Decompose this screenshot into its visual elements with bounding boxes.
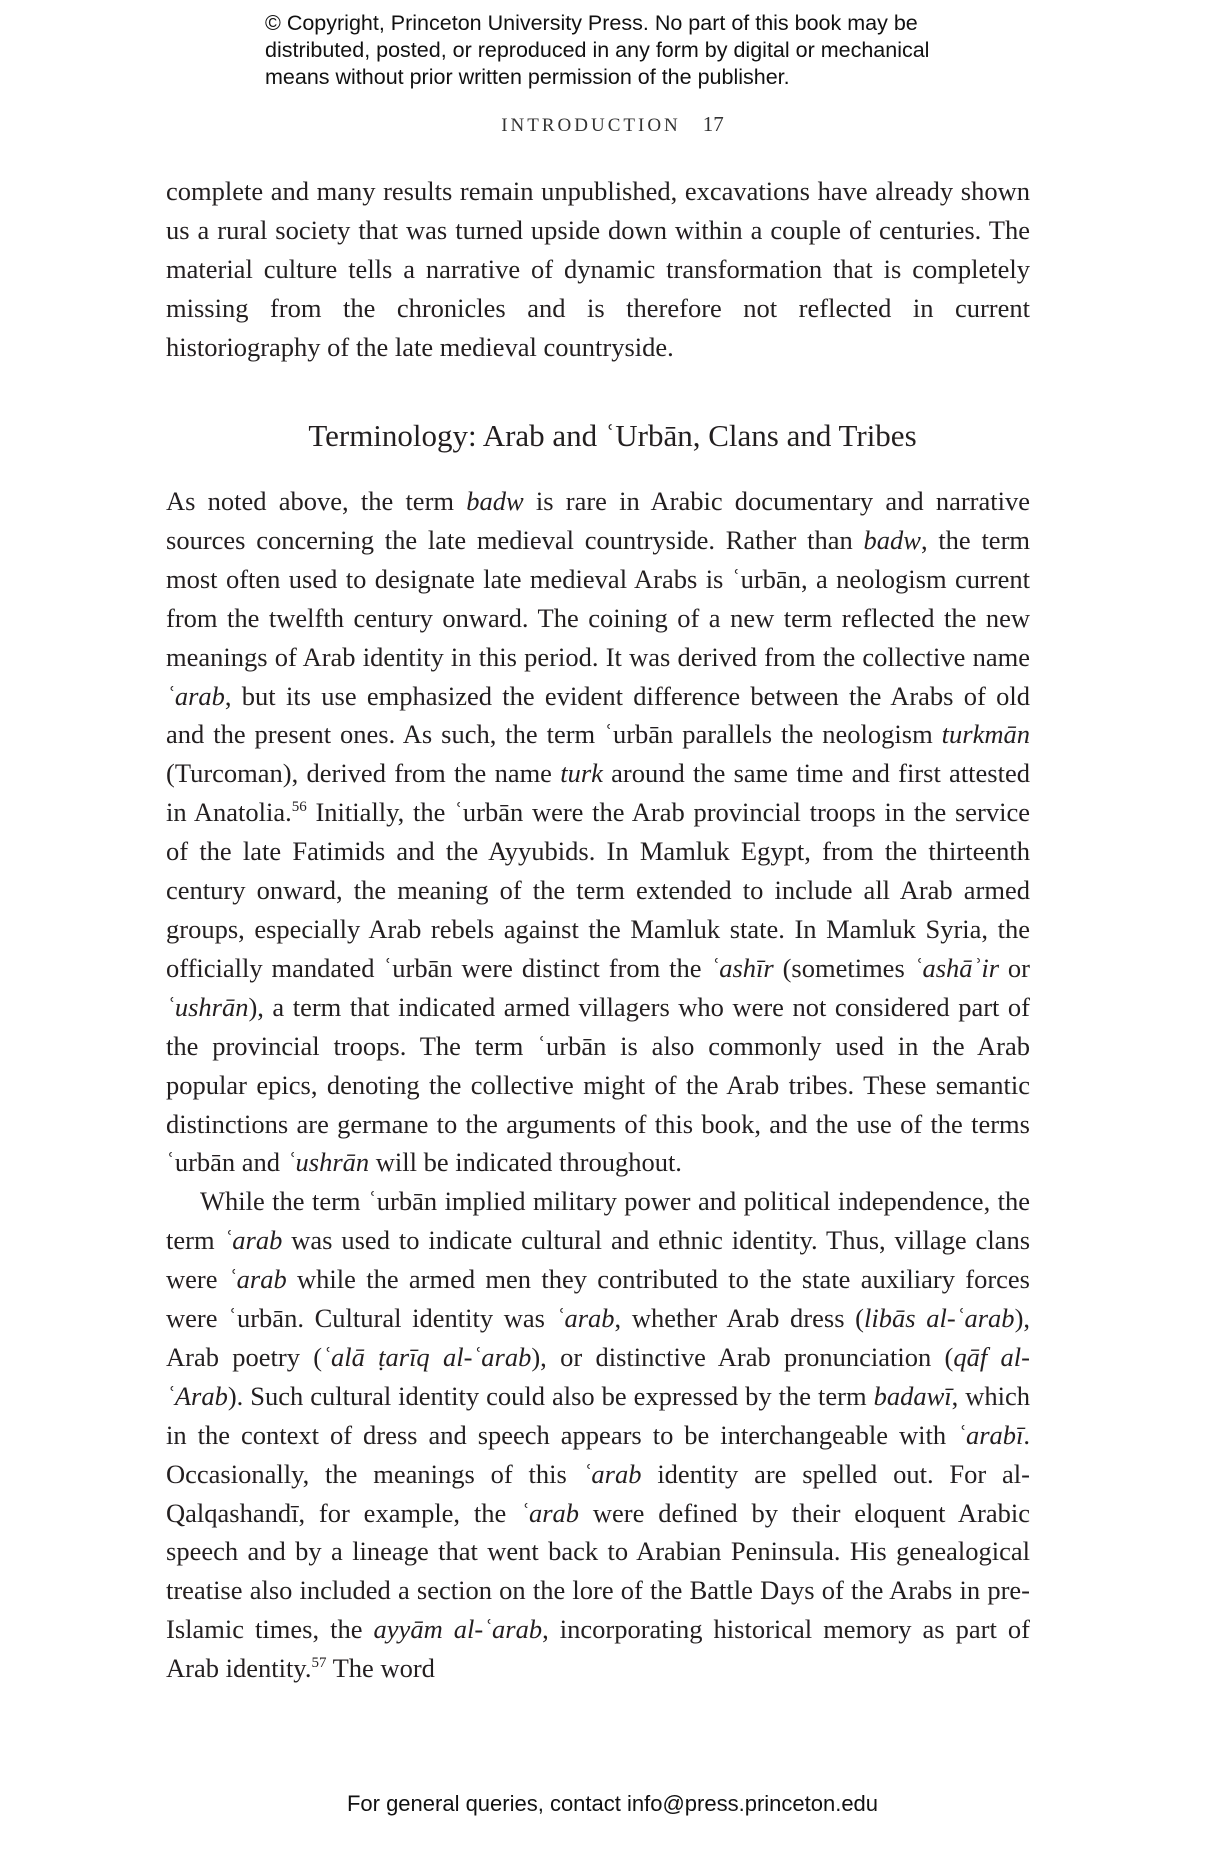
copyright-line: © Copyright, Princeton University Press. No part of this book may be <box>265 11 918 35</box>
italic-term: ʿalā ṭarīq al-ʿarab <box>322 1341 532 1372</box>
text-run: , but its use emphasized the evident difference between the Arabs of old and the present ones. As such, the term ʿurbān parallels the neologism <box>166 680 1030 750</box>
copyright-line: means without prior written permission of the publisher. <box>265 65 790 89</box>
italic-term: ʿarab <box>555 1303 615 1334</box>
text-run: around the same time and first attested in Anatolia. <box>166 758 1030 828</box>
paragraph <box>166 1182 1030 1688</box>
running-title: INTRODUCTION <box>501 115 681 136</box>
text-run: ), Arab poetry ( <box>166 1303 1031 1372</box>
text-run: (sometimes <box>773 952 914 983</box>
body-text-top <box>166 172 1030 367</box>
italic-term: ʿarab <box>582 1458 642 1489</box>
italic-term: badw <box>863 524 921 555</box>
text-run: As noted above, the term <box>166 486 467 516</box>
italic-term: ʿarabī <box>957 1419 1024 1450</box>
text-run: , which in the context of dress and speech appears to be interchangeable with <box>166 1380 1030 1450</box>
text-run: , the term most often used to designate late medieval Arabs is ʿurbān, a neologism current from the twelfth century onward. The coining of a new term reflected the new meanings of Arab identity in this period. It was derived from the collective name <box>166 524 1031 672</box>
italic-term: ʿushrān <box>286 1147 370 1178</box>
text-run: is rare in Arabic documentary and narrative sources concerning the late medieval countryside. Rather than <box>166 486 1030 555</box>
text-run: , whether Arab dress ( <box>614 1303 865 1334</box>
text-run: (Turcoman), derived from the name <box>166 758 561 789</box>
text-run: were defined by their eloquent Arabic speech and by a lineage that went back to Arabian Peninsula. His genealogical treatise also included a section on the lore of the Battle Days of the Arabs in pre-Islamic times, the <box>166 1497 1030 1645</box>
text-run: While the term ʿurbān implied military power and political independence, the term <box>166 1186 1030 1256</box>
page-number: 17 <box>702 112 724 136</box>
text-run: , incorporating historical memory as part of Arab identity. <box>166 1614 1030 1684</box>
text-run: ), a term that indicated armed villagers who were not considered part of the provincial troops. The term ʿurbān is also commonly used in the Arab popular epics, denoting the collective might of the Arab tribes. These semantic distinctions are germane to the arguments of this book, and the use of the terms ʿurbān and <box>166 991 1030 1178</box>
italic-term: turk <box>560 758 603 789</box>
italic-term: badawī <box>873 1380 952 1411</box>
italic-term: ʿarab <box>227 1264 287 1295</box>
text-run: ). Such cultural identity could also be expressed by the term <box>227 1380 874 1411</box>
text-run: The word <box>326 1653 435 1684</box>
italic-term: ʿashīr <box>710 952 774 983</box>
italic-term: turkmān <box>941 719 1030 750</box>
copyright-line: distributed, posted, or reproduced in any form by digital or mechanical <box>265 38 930 62</box>
text-run: . Occasionally, the meanings of this <box>166 1419 1030 1489</box>
paragraph-continued: complete and many results remain unpublished, excavations have already shown us a rural society that was turned upside down within a couple of centuries. The material culture tells a narrative of dynamic transformation that is completely missing from the chronicles and is therefore not reflected in current historiography of the late medieval countryside. <box>166 176 1030 362</box>
text-run: identity are spelled out. For al-Qalqashandī, for example, the <box>166 1458 1030 1528</box>
text-run: ), or distinctive Arab pronunciation ( <box>531 1341 954 1372</box>
running-head <box>0 112 1225 137</box>
footnote-ref: 56 <box>291 799 307 816</box>
footnote-ref: 57 <box>311 1655 327 1672</box>
italic-term: ʿarab <box>223 1225 283 1256</box>
copyright-notice <box>265 10 1025 91</box>
italic-term: ʿashāʾir <box>913 952 1000 983</box>
text-run: will be indicated throughout. <box>369 1147 682 1178</box>
paragraph <box>166 482 1030 1182</box>
italic-term: qāf al-ʿArab <box>166 1341 1030 1411</box>
italic-term: badw <box>466 486 524 516</box>
text-run: Initially, the ʿurbān were the Arab provincial troops in the service of the late Fatimids and the Ayyubids. In Mamluk Egypt, from the thirteenth century onward, the meaning of the term extended to include all Arab armed groups, especially Arab rebels against the Mamluk state. In Mamluk Syria, the officially mandated ʿurbān were distinct from the <box>166 797 1031 983</box>
body-text-section <box>166 482 1030 1688</box>
italic-term: ayyām al-ʿarab <box>373 1614 543 1645</box>
footer-contact: For general queries, contact info@press.princeton.edu <box>346 1791 879 1816</box>
italic-term: ʿarab <box>520 1497 580 1528</box>
text-run: while the armed men they contributed to the state auxiliary forces were ʿurbān. Cultural identity was <box>166 1264 1030 1334</box>
text-run: or <box>999 952 1030 983</box>
italic-term: libās al-ʿarab <box>864 1303 1015 1334</box>
italic-term: ʿushrān <box>166 991 249 1022</box>
section-heading: Terminology: Arab and ʿUrbān, Clans and Tribes <box>308 418 917 453</box>
text-run: was used to indicate cultural and ethnic identity. Thus, village clans were <box>166 1225 1031 1295</box>
italic-term: ʿarab <box>166 680 225 711</box>
